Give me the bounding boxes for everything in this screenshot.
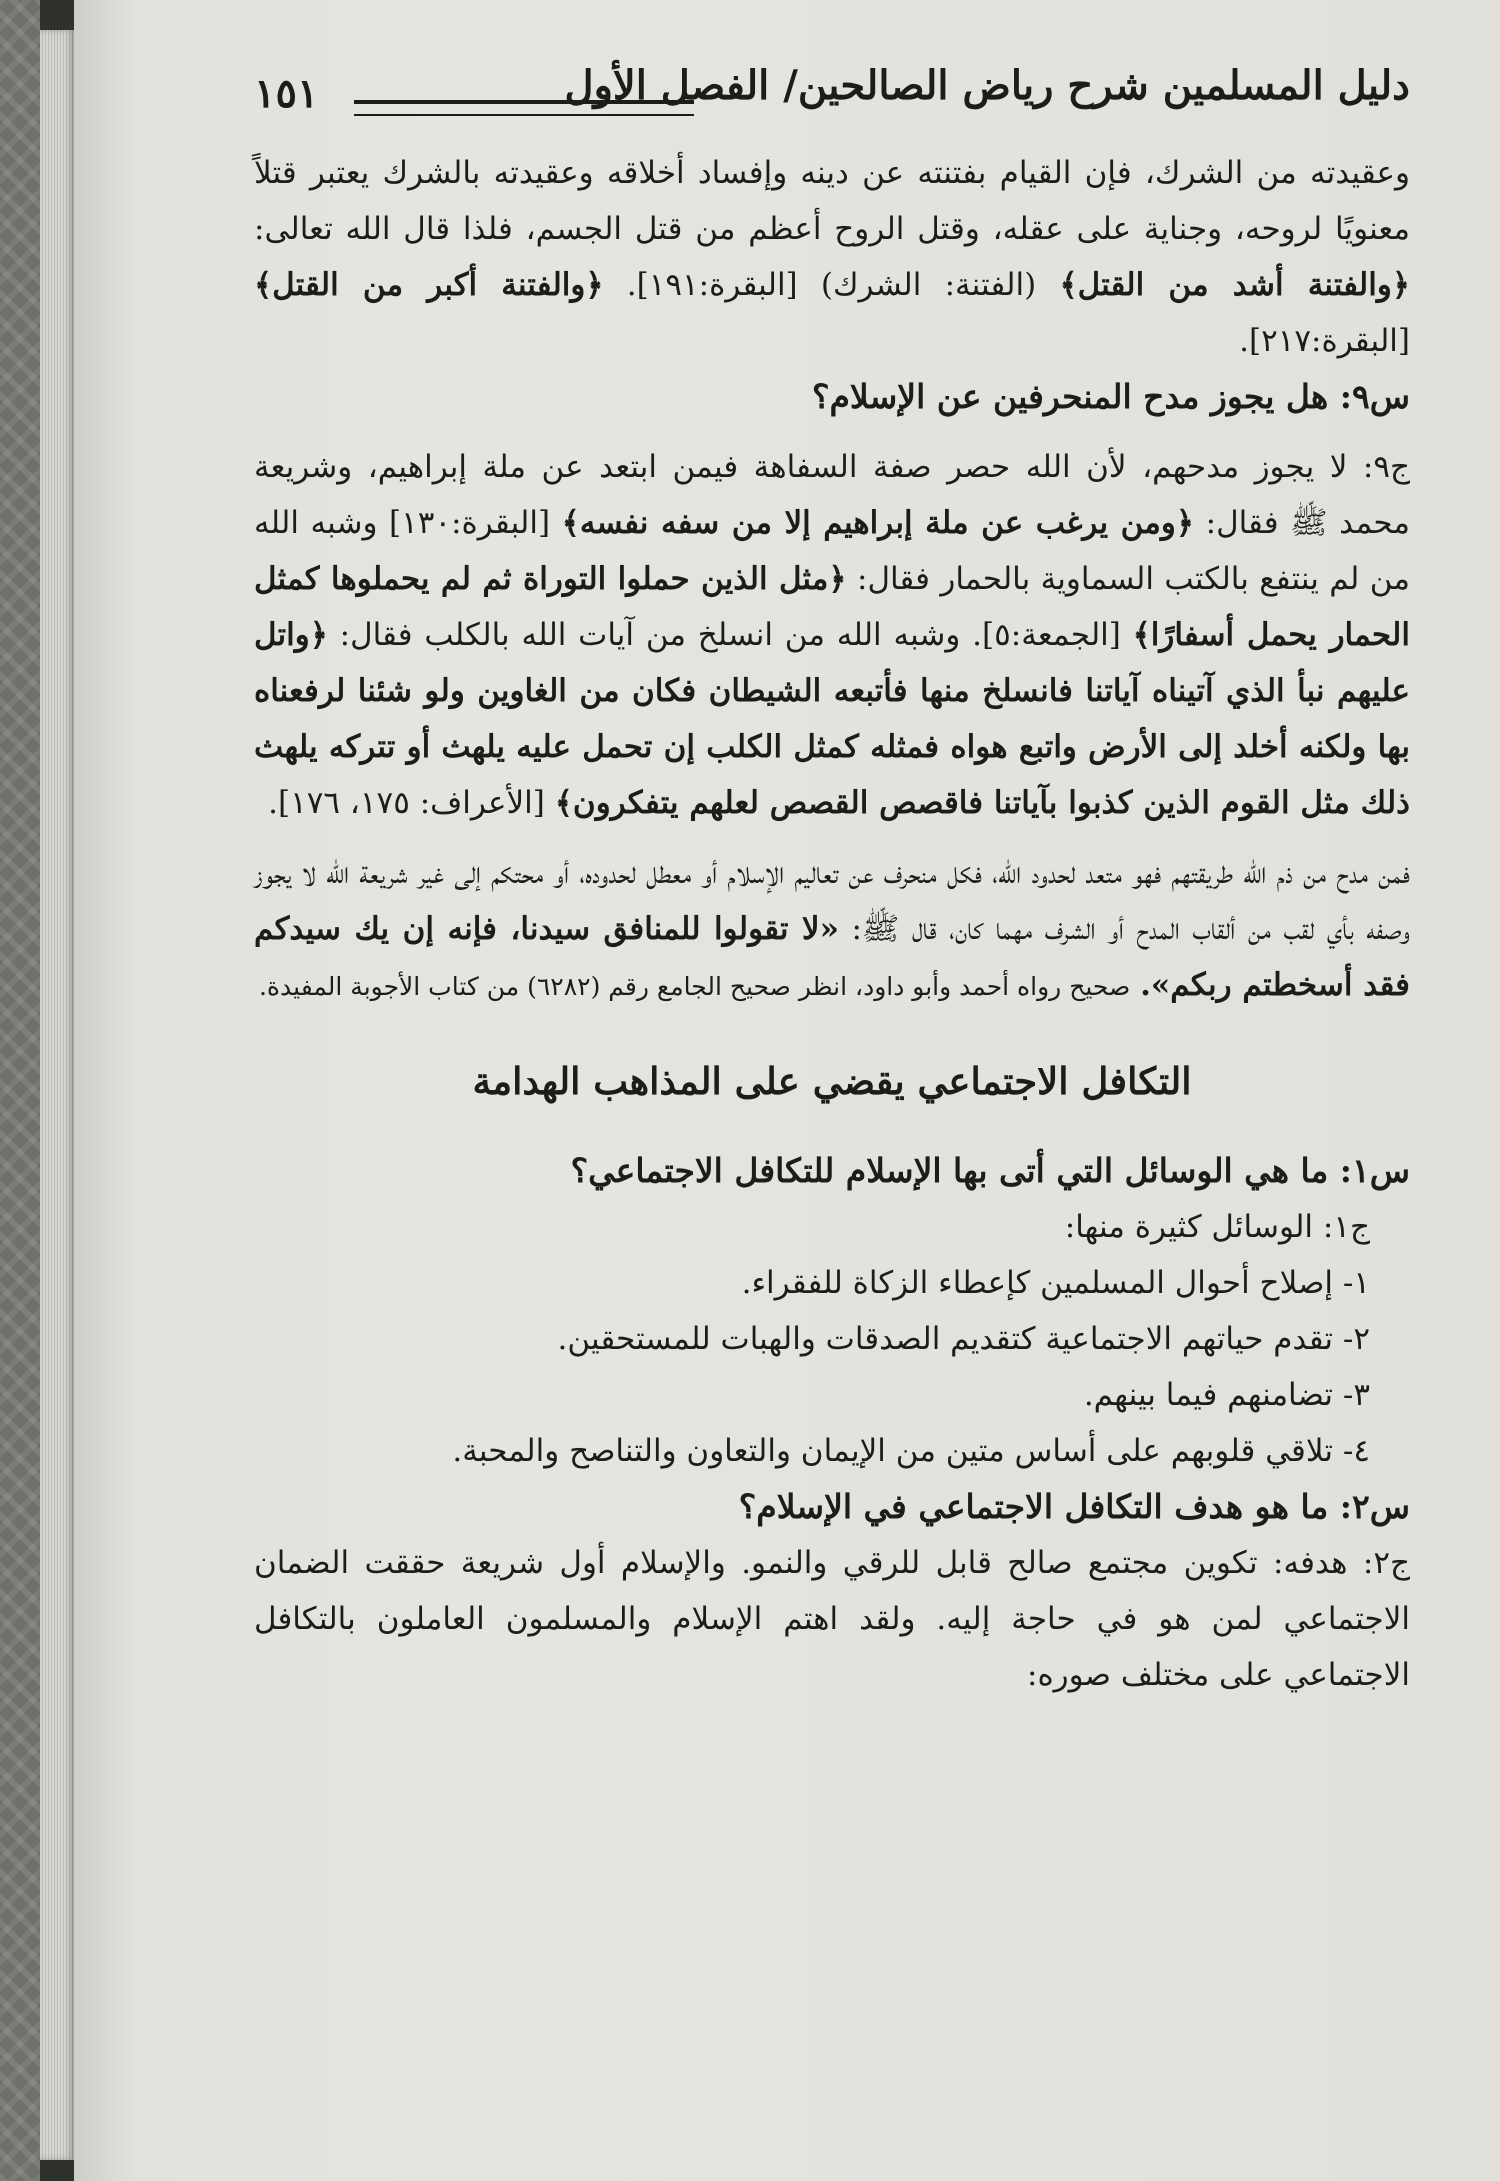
hadith-note: صحيح رواه أحمد وأبو داود، انظر صحيح الجامع رقم (٦٢٨٢) من كتاب الأجوبة المفيدة. <box>258 972 1131 1001</box>
list-item: ١- إصلاح أحوال المسلمين كإعطاء الزكاة للفقراء. <box>741 1265 1370 1301</box>
paragraph-praise <box>254 845 1410 1015</box>
page-number: ١٥١ <box>254 70 319 117</box>
question-1: س١: ما هي الوسائل التي أتى بها الإسلام للتكافل الاجتماعي؟ <box>570 1151 1410 1190</box>
running-header <box>254 62 1410 132</box>
question-2: س٢: ما هو هدف التكافل الاجتماعي في الإسلام؟ <box>738 1487 1410 1526</box>
verse: ﴿والفتنة أكبر من القتل﴾ <box>254 267 604 303</box>
verse-reference: [البقرة:١٣٠] وشبه الله من لم ينتفع بالكتب السماوية بالحمار فقال: <box>254 505 1410 597</box>
list-item: ٤- تلاقي قلوبهم على أساس متين من الإيمان والتعاون والتناصح والمحبة. <box>452 1433 1370 1469</box>
answer-1: ج١: الوسائل كثيرة منها: <box>1064 1209 1370 1245</box>
header-title: دليل المسلمين شرح رياض الصالحين/ الفصل الأول <box>564 62 1410 109</box>
book-page <box>74 0 1500 2181</box>
verse: ﴿ومن يرغب عن ملة إبراهيم إلا من سفه نفسه﴾ <box>561 505 1195 541</box>
verse-reference: [البقرة:٢١٧]. <box>1239 323 1410 359</box>
section-title: التكافل الاجتماعي يقضي على المذاهب الهدامة <box>472 1059 1192 1103</box>
praise-text: فمن مدح من ذم الله طريقتهم فهو متعد لحدود الله، فكل منحرف عن تعاليم الإسلام أو معطل لحدوده، أو محتكم إلى غير شريعة الله لا يجوز وصفه بأي لقب من ألقاب المدح أو الشرف مهما كان، قال ﷺ: <box>254 855 1410 947</box>
verse: ﴿واتل عليهم نبأ الذي آتيناه آياتنا فانسلخ منها فأتبعه الشيطان فكان من الغاوين ولو شئنا لرفعناه بها ولكنه أخلد إلى الأرض واتبع هواه فمثله كمثل الكلب إن تحمل عليه يلهث أو تتركه يلهث ذلك مثل القوم الذين كذبوا بآياتنا فاقصص القصص لعلهم يتفكرون﴾ <box>254 617 1410 821</box>
book-binding <box>0 0 40 2181</box>
list-item: ٢- تقدم حياتهم الاجتماعية كتقديم الصدقات والهبات للمستحقين. <box>557 1321 1370 1357</box>
intro-text: وعقيدته من الشرك، فإن القيام بفتنته عن دينه وإفساد أخلاقه وعقيدته بالشرك يعتبر قتلاً معنويًا لروحه، وجناية على عقله، وقتل الروح أعظم من قتل الجسم، فلذا قال الله تعالى: <box>254 155 1410 247</box>
verse-reference: [الأعراف: ١٧٥، ١٧٦]. <box>268 785 545 821</box>
verse-reference: [الجمعة:٥]. وشبه الله من انسلخ من آيات الله بالكلب فقال: <box>339 617 1121 653</box>
intro-mid: (الفتنة: الشرك) [البقرة:١٩١]. <box>626 267 1037 303</box>
header-rule <box>354 100 694 116</box>
list-item: ٣- تضامنهم فيما بينهم. <box>1083 1377 1370 1413</box>
hadith: «لا تقولوا للمنافق سيدنا، فإنه إن يك سيدكم فقد أسخطتم ربكم». <box>254 911 1410 1003</box>
page-body <box>254 145 1410 1703</box>
verse: ﴿مثل الذين حملوا التوراة ثم لم يحملوها كمثل الحمار يحمل أسفارًا﴾ <box>254 561 1410 653</box>
answer-9-start: ج٩: لا يجوز مدحهم، لأن الله حصر صفة السفاهة فيمن ابتعد عن ملة إبراهيم، وشريعة محمد ﷺ فقال: <box>254 449 1410 541</box>
verse: ﴿والفتنة أشد من القتل﴾ <box>1059 267 1410 303</box>
answer-2: ج٢: هدفه: تكوين مجتمع صالح قابل للرقي والنمو. والإسلام أول شريعة حققت الضمان الاجتماعي لمن هو في حاجة إليه. ولقد اهتم الإسلام والمسلمون العاملون بالتكافل الاجتماعي على مختلف صوره: <box>254 1545 1410 1693</box>
paragraph-intro <box>254 145 1410 369</box>
answer-9 <box>254 439 1410 831</box>
page-edges <box>40 30 74 2160</box>
question-9: س٩: هل يجوز مدح المنحرفين عن الإسلام؟ <box>811 377 1410 416</box>
